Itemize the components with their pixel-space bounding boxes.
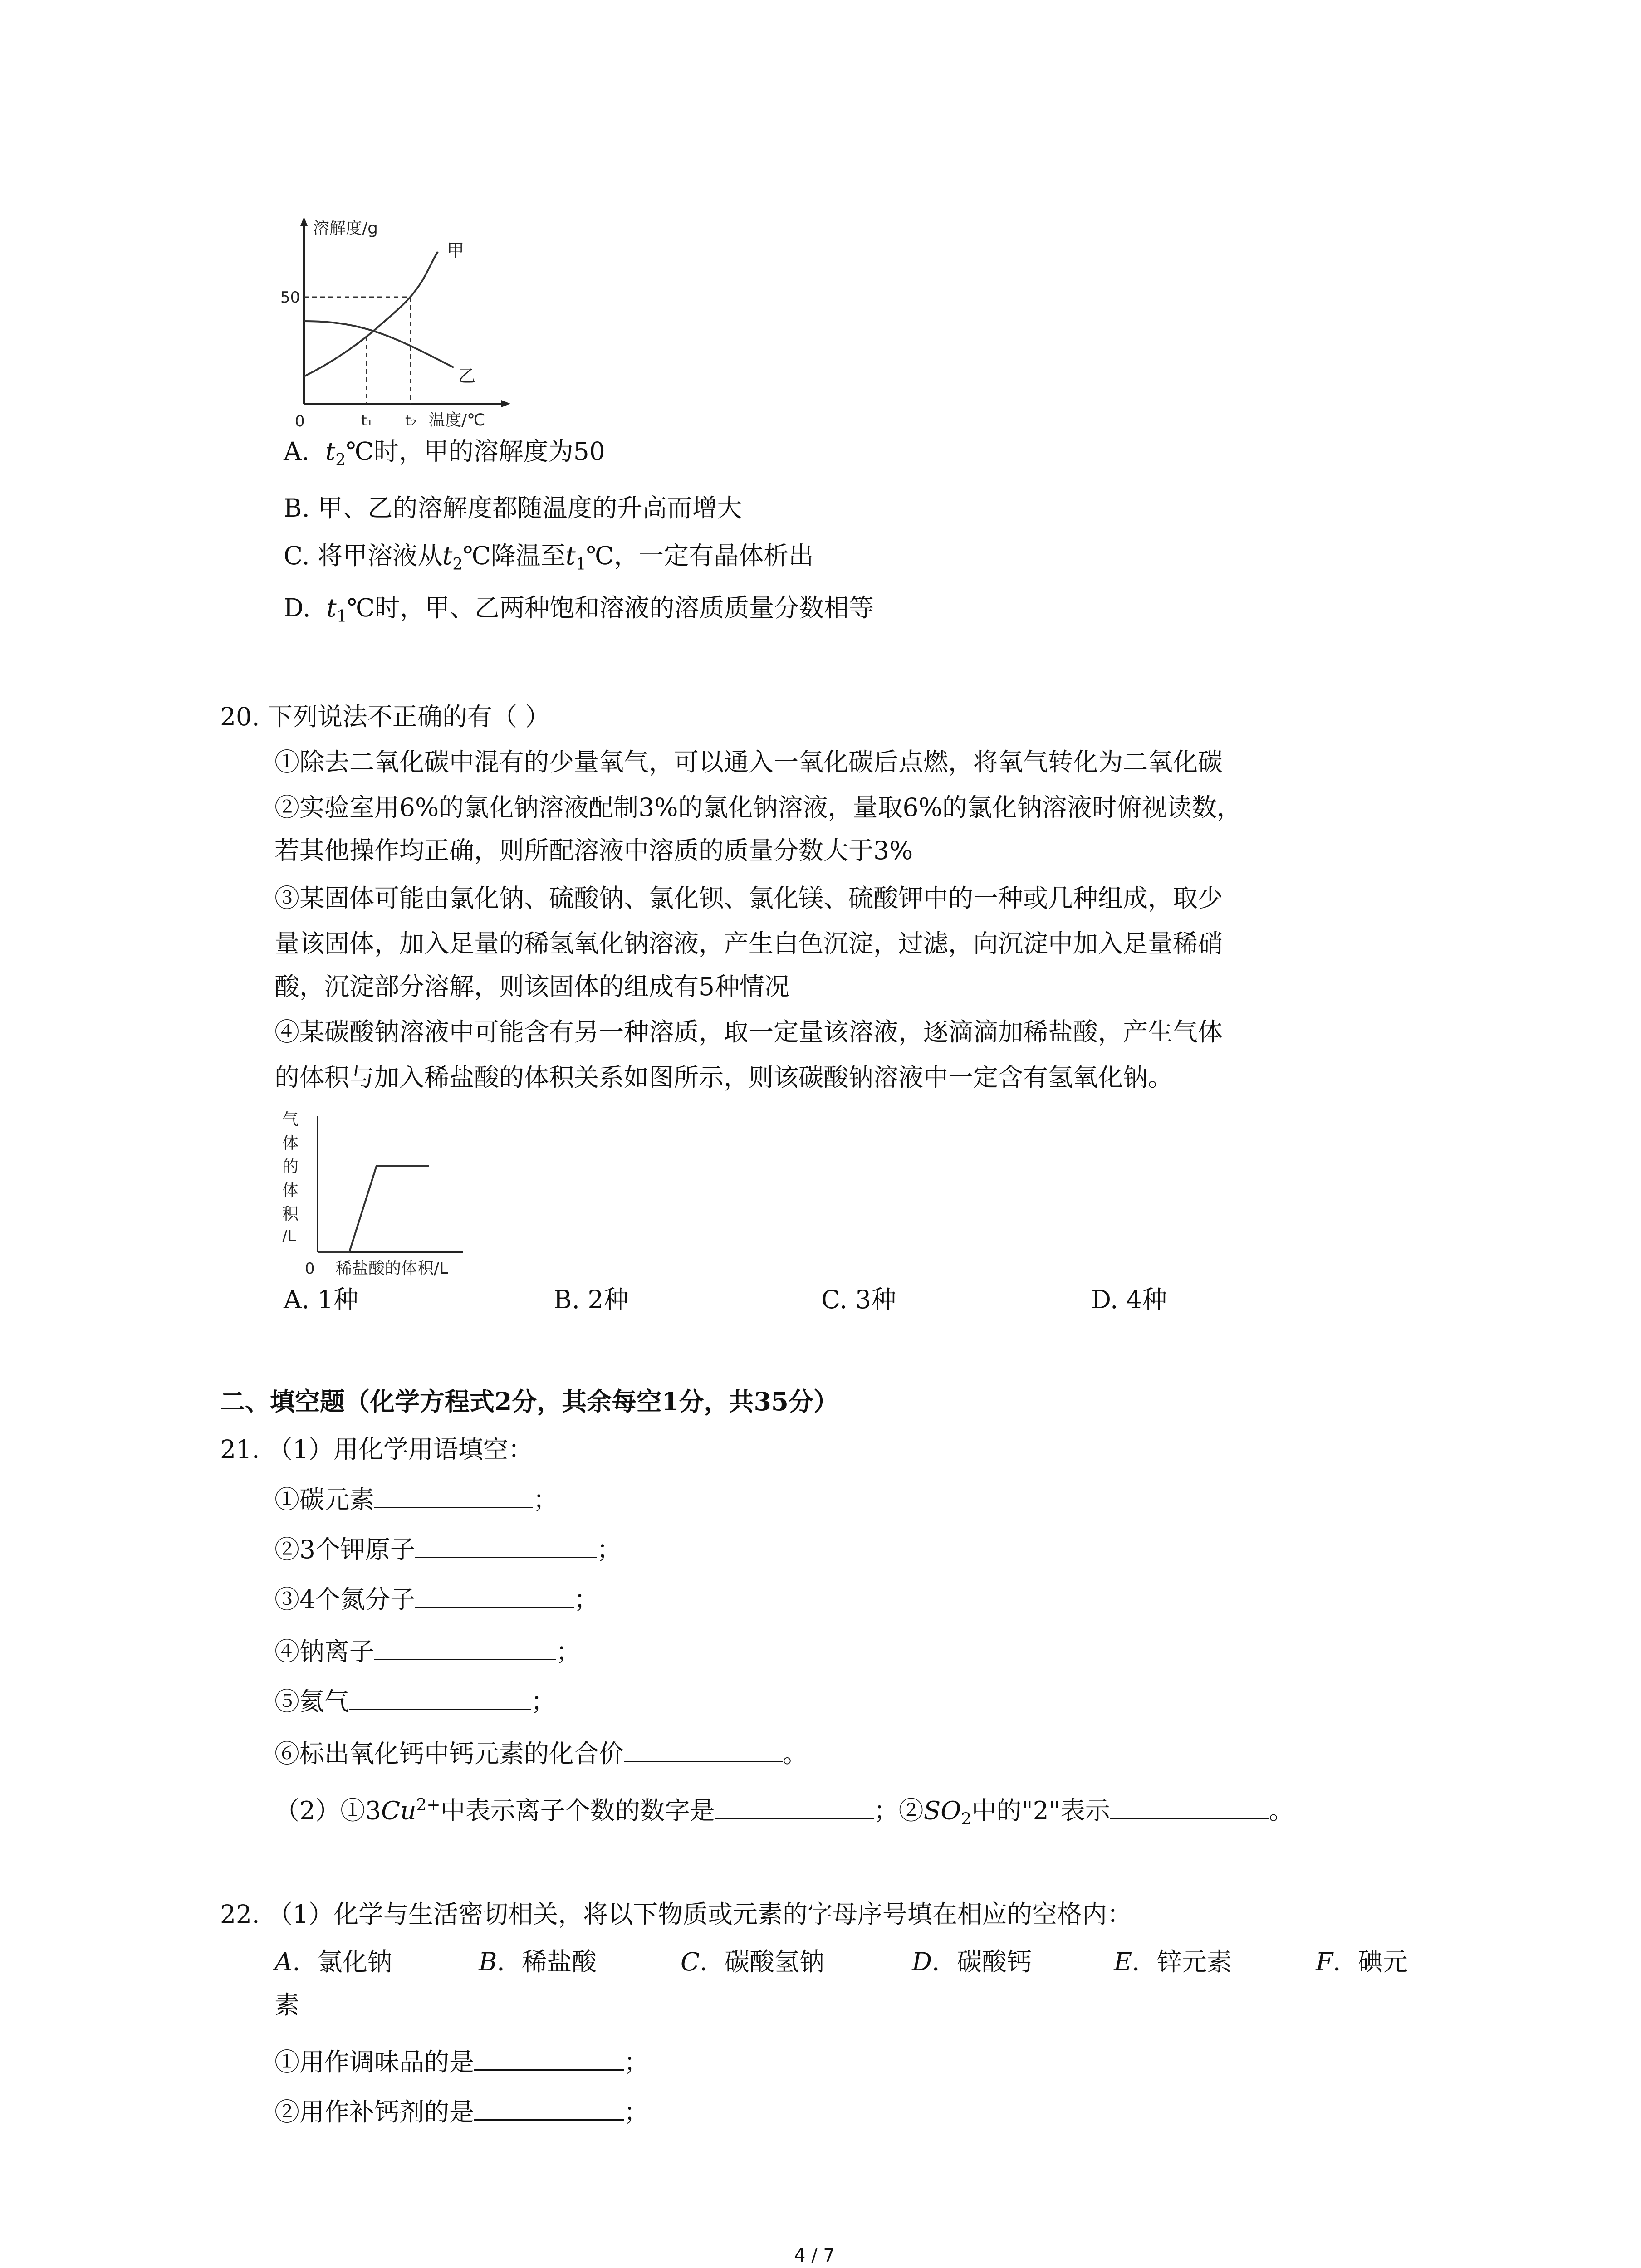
q19-option-d-text: ℃时，甲、乙两种饱和溶液的溶质质量分数相等 <box>347 593 874 622</box>
q22-item-2-label: ②用作补钙剂的是 <box>274 2097 475 2126</box>
q19-option-a-prefix: A. <box>284 437 310 466</box>
q22-option-d <box>912 1946 1032 1978</box>
q20-option-c: C. 3种 <box>821 1285 896 1314</box>
chart2-ylabel-char-1: 气 <box>282 1110 299 1129</box>
q21-blank-1[interactable] <box>374 1483 533 1508</box>
q22-stem: 22. （1）化学与生活密切相关，将以下物质或元素的字母序号填在相应的空格内： <box>220 1900 1132 1929</box>
q20-statement-2b: 若其他操作均正确，则所配溶液中溶质的质量分数大于3% <box>274 836 913 865</box>
q22-option-c-letter: C <box>681 1947 700 1976</box>
q21-item-6 <box>274 1737 808 1769</box>
q22-item-1 <box>274 2046 649 2078</box>
chart1-ytick-50: 50 <box>280 288 300 307</box>
q21-part-2-q2: 中的"2"表示 <box>971 1796 1110 1825</box>
q22-blank-2[interactable] <box>474 2096 624 2121</box>
chart2-ylabel-char-6: /L <box>282 1227 296 1245</box>
q22-item-1-label: ①用作调味品的是 <box>274 2048 475 2077</box>
chart1-xtick-t2: t₂ <box>405 412 417 429</box>
q21-item-5-label: ⑤氦气 <box>274 1687 350 1716</box>
q19-option-c-sub2: 1 <box>575 555 586 574</box>
q21-item-4-semi: ； <box>556 1637 581 1666</box>
chart2-ylabel-char-5: 积 <box>282 1205 299 1223</box>
q19-option-a-sub: 2 <box>335 451 346 469</box>
q22-item-2-semi: ； <box>624 2097 649 2126</box>
q21-item-2-semi: ； <box>597 1535 622 1564</box>
q19-option-c-sub1: 2 <box>452 555 463 574</box>
chart1-curve-jia <box>304 252 438 376</box>
q21-item-3-label: ③4个氮分子 <box>274 1585 415 1614</box>
q22-item-2 <box>274 2096 649 2128</box>
q19-option-a-text: ℃时，甲的溶解度为50 <box>346 437 605 466</box>
chart1-xlabel: 温度/℃ <box>429 411 485 430</box>
q19-option-d-sub: 1 <box>336 607 347 626</box>
chart1-label-jia: 甲 <box>447 240 465 260</box>
q21-blank-6[interactable] <box>624 1737 783 1762</box>
q20-statement-4b: 的体积与加入稀盐酸的体积关系如图所示，则该碳酸钠溶液中一定含有氢氧化钠。 <box>274 1063 1173 1092</box>
q21-part-2-q1: 中表示离子个数的数字是 <box>440 1796 715 1825</box>
chart2-ylabel-char-4: 体 <box>282 1181 299 1200</box>
q21-part-2 <box>274 1789 1294 1835</box>
chart1-y-arrow <box>300 217 308 226</box>
q22-option-f-text: ．碘元 <box>1333 1947 1408 1976</box>
q20-option-d: D. 4种 <box>1091 1285 1167 1314</box>
q19-option-a <box>284 435 605 476</box>
q20-statement-2a: ②实验室用6%的氯化钠溶液配制3%的氯化钠溶液，量取6%的氯化钠溶液时俯视读数， <box>274 793 1242 822</box>
q21-cu-symbol: Cu <box>381 1796 416 1825</box>
q19-option-c-var2: t <box>565 541 576 570</box>
q21-item-4 <box>274 1635 581 1667</box>
q22-option-b-letter: B <box>479 1947 497 1976</box>
q20-statement-3c: 酸，沉淀部分溶解，则该固体的组成有5种情况 <box>274 972 789 1001</box>
q19-option-c-post: ℃，一定有晶体析出 <box>586 541 814 570</box>
chart1-origin: 0 <box>295 412 305 430</box>
q20-statement-4a: ④某碳酸钠溶液中可能含有另一种溶质，取一定量该溶液，逐滴滴加稀盐酸，产生气体 <box>274 1017 1223 1046</box>
q19-option-d <box>284 592 874 633</box>
chart2-ylabel-char-3: 的 <box>282 1158 299 1176</box>
q20-statement-1: ①除去二氧化碳中混有的少量氧气，可以通入一氧化碳后点燃，将氧气转化为二氧化碳 <box>274 748 1223 777</box>
gas-volume-chart <box>272 1107 481 1279</box>
q22-option-b <box>479 1946 597 1978</box>
q19-option-c <box>284 540 813 581</box>
q20-option-a: A. 1种 <box>284 1285 358 1314</box>
chart1-label-yi: 乙 <box>458 366 476 386</box>
section-title: 二、填空题（化学方程式2分，其余每空1分，共35分） <box>220 1387 839 1416</box>
q21-item-6-label: ⑥标出氧化钙中钙元素的化合价 <box>274 1739 624 1768</box>
chart1-xtick-t1: t₁ <box>361 412 373 429</box>
q19-option-a-var: t <box>325 437 336 466</box>
q22-option-d-letter: D <box>912 1947 932 1976</box>
q21-blank-2[interactable] <box>415 1533 597 1558</box>
q21-part-2-intro: （2）①3 <box>274 1796 381 1825</box>
q22-option-a-letter: A <box>274 1947 293 1976</box>
q21-part-2-period: 。 <box>1269 1796 1294 1825</box>
chart2-ylabel-char-2: 体 <box>282 1134 299 1153</box>
q21-item-5 <box>274 1685 556 1717</box>
q21-part-2-sep: ；② <box>873 1796 924 1825</box>
q22-blank-1[interactable] <box>474 2046 624 2071</box>
chart2-xlabel: 稀盐酸的体积/L <box>336 1259 449 1278</box>
q21-so2-symbol: SO <box>923 1796 961 1825</box>
q21-item-4-label: ④钠离子 <box>274 1637 375 1666</box>
q22-option-f <box>1316 1946 1408 1978</box>
chart1-curve-yi <box>304 321 454 367</box>
q19-option-b: B. 甲、乙的溶解度都随温度的升高而增大 <box>284 494 742 523</box>
q22-option-b-text: ．稀盐酸 <box>497 1947 597 1976</box>
chart1-x-arrow <box>501 400 510 407</box>
q21-item-1 <box>274 1483 558 1515</box>
q22-option-a <box>274 1946 392 1978</box>
q19-option-c-pre: C. 将甲溶液从 <box>284 541 443 570</box>
q21-item-3-semi: ； <box>574 1585 599 1614</box>
q21-item-1-label: ①碳元素 <box>274 1485 375 1514</box>
q21-blank-8[interactable] <box>1110 1794 1269 1819</box>
q21-blank-4[interactable] <box>374 1635 556 1660</box>
q22-option-e-letter: E <box>1114 1947 1132 1976</box>
q21-item-6-period: 。 <box>783 1739 808 1768</box>
q21-item-2 <box>274 1533 622 1565</box>
q22-option-e <box>1114 1946 1232 1978</box>
q20-option-b: B. 2种 <box>554 1285 629 1314</box>
q21-item-1-semi: ； <box>533 1485 558 1514</box>
q21-item-3 <box>274 1583 599 1615</box>
q20-statement-3b: 量该固体，加入足量的稀氢氧化钠溶液，产生白色沉淀，过滤，向沉淀中加入足量稀硝 <box>274 929 1223 958</box>
chart1-ylabel: 溶解度/g <box>313 219 378 238</box>
q22-option-c <box>681 1946 824 1978</box>
chart2-origin: 0 <box>305 1260 315 1278</box>
q21-item-2-label: ②3个钾原子 <box>274 1535 415 1564</box>
chart2-curve <box>318 1166 429 1252</box>
q22-option-e-text: ．锌元素 <box>1132 1947 1232 1976</box>
q20-statement-3a: ③某固体可能由氯化钠、硫酸钠、氯化钡、氯化镁、硫酸钾中的一种或几种组成，取少 <box>274 884 1223 913</box>
q21-blank-3[interactable] <box>415 1583 574 1608</box>
q19-option-c-mid: ℃降温至 <box>463 541 566 570</box>
q19-option-d-var: t <box>326 593 337 622</box>
q22-item-1-semi: ； <box>624 2048 649 2077</box>
solubility-chart <box>268 213 522 431</box>
q21-item-5-semi: ； <box>531 1687 556 1716</box>
q22-option-f-wrap: 素 <box>274 1990 300 2019</box>
q22-option-d-text: ．碳酸钙 <box>932 1947 1032 1976</box>
q21-stem: 21. （1）用化学用语填空： <box>220 1435 533 1464</box>
page-number: 4 / 7 <box>794 2245 835 2266</box>
q22-option-a-text: ．氯化钠 <box>292 1947 392 1976</box>
q19-option-d-prefix: D. <box>284 593 311 622</box>
q21-blank-5[interactable] <box>349 1685 531 1710</box>
q21-cu-charge: 2+ <box>416 1796 441 1814</box>
q20-stem: 20. 下列说法不正确的有（ ） <box>220 702 550 731</box>
q21-so2-sub: 2 <box>961 1810 972 1829</box>
q22-option-f-letter: F <box>1316 1947 1333 1976</box>
q19-option-c-var1: t <box>442 541 453 570</box>
q22-option-c-text: ．碳酸氢钠 <box>700 1947 825 1976</box>
q21-blank-7[interactable] <box>715 1794 874 1819</box>
